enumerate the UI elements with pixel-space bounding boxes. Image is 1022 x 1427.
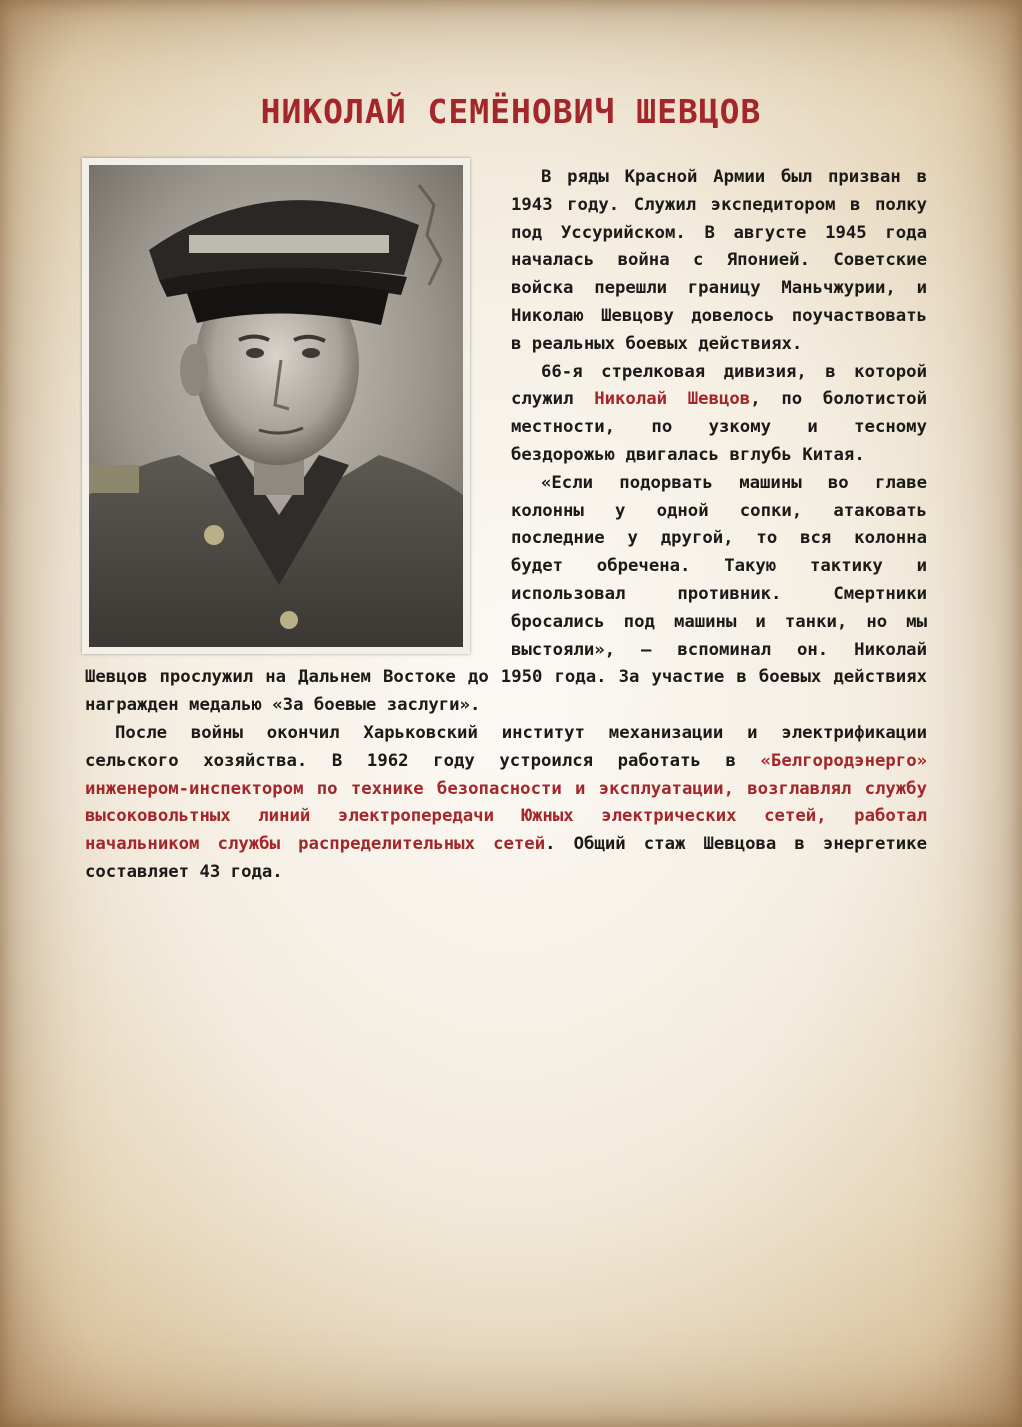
text-span: «Если подорвать машины во главе колонны у одной сопки, атаковать последние у другой, то вся колонна будет обречена. Такую тактику и использовал противник. Смертники бросались под машины и танки, но мы выстояли», — вспоминал он. Николай Шевцов прослужил на Дальнем Востоке до 1950 года. За участие в боевых действиях награжден медалью «За боевые заслуги». [85, 472, 927, 716]
text-span: 66-я стрелковая дивизия, в которой служил [511, 361, 927, 410]
paragraph-4 [85, 720, 927, 887]
page-title: НИКОЛАЙ СЕМЁНОВИЧ ШЕВЦОВ [260, 92, 762, 131]
highlighted-career: «Белгородэнерго» инженером-инспектором по технике безопасности и эксплуатации, возглавлял службу высоковольтных линий электропередачи Южных электрических сетей, работал начальником службы распределительных сетей [85, 750, 927, 855]
text-span: После войны окончил Харьковский институт механизации и электрификации сельского хозяйства. В 1962 году устроился работать в [85, 722, 927, 771]
text-span: В ряды Красной Армии был призван в 1943 году. Служил экспедитором в полку под Уссурийском. В августе 1945 года началась война с Японией. Советские войска перешли границу Маньчжурии, и Николаю Шевцову довелось поучаствовать в реальных боевых действиях. [511, 167, 927, 354]
text-span: , по болотистой местности, по узкому и тесному бездорожью двигалась вглубь Китая. [511, 389, 927, 465]
text-span: . Общий стаж Шевцова в энергетике составляет 43 года. [85, 834, 927, 882]
photo-spacer [85, 164, 511, 660]
highlighted-name: Николай Шевцов [594, 389, 751, 410]
biography-text [85, 164, 927, 887]
